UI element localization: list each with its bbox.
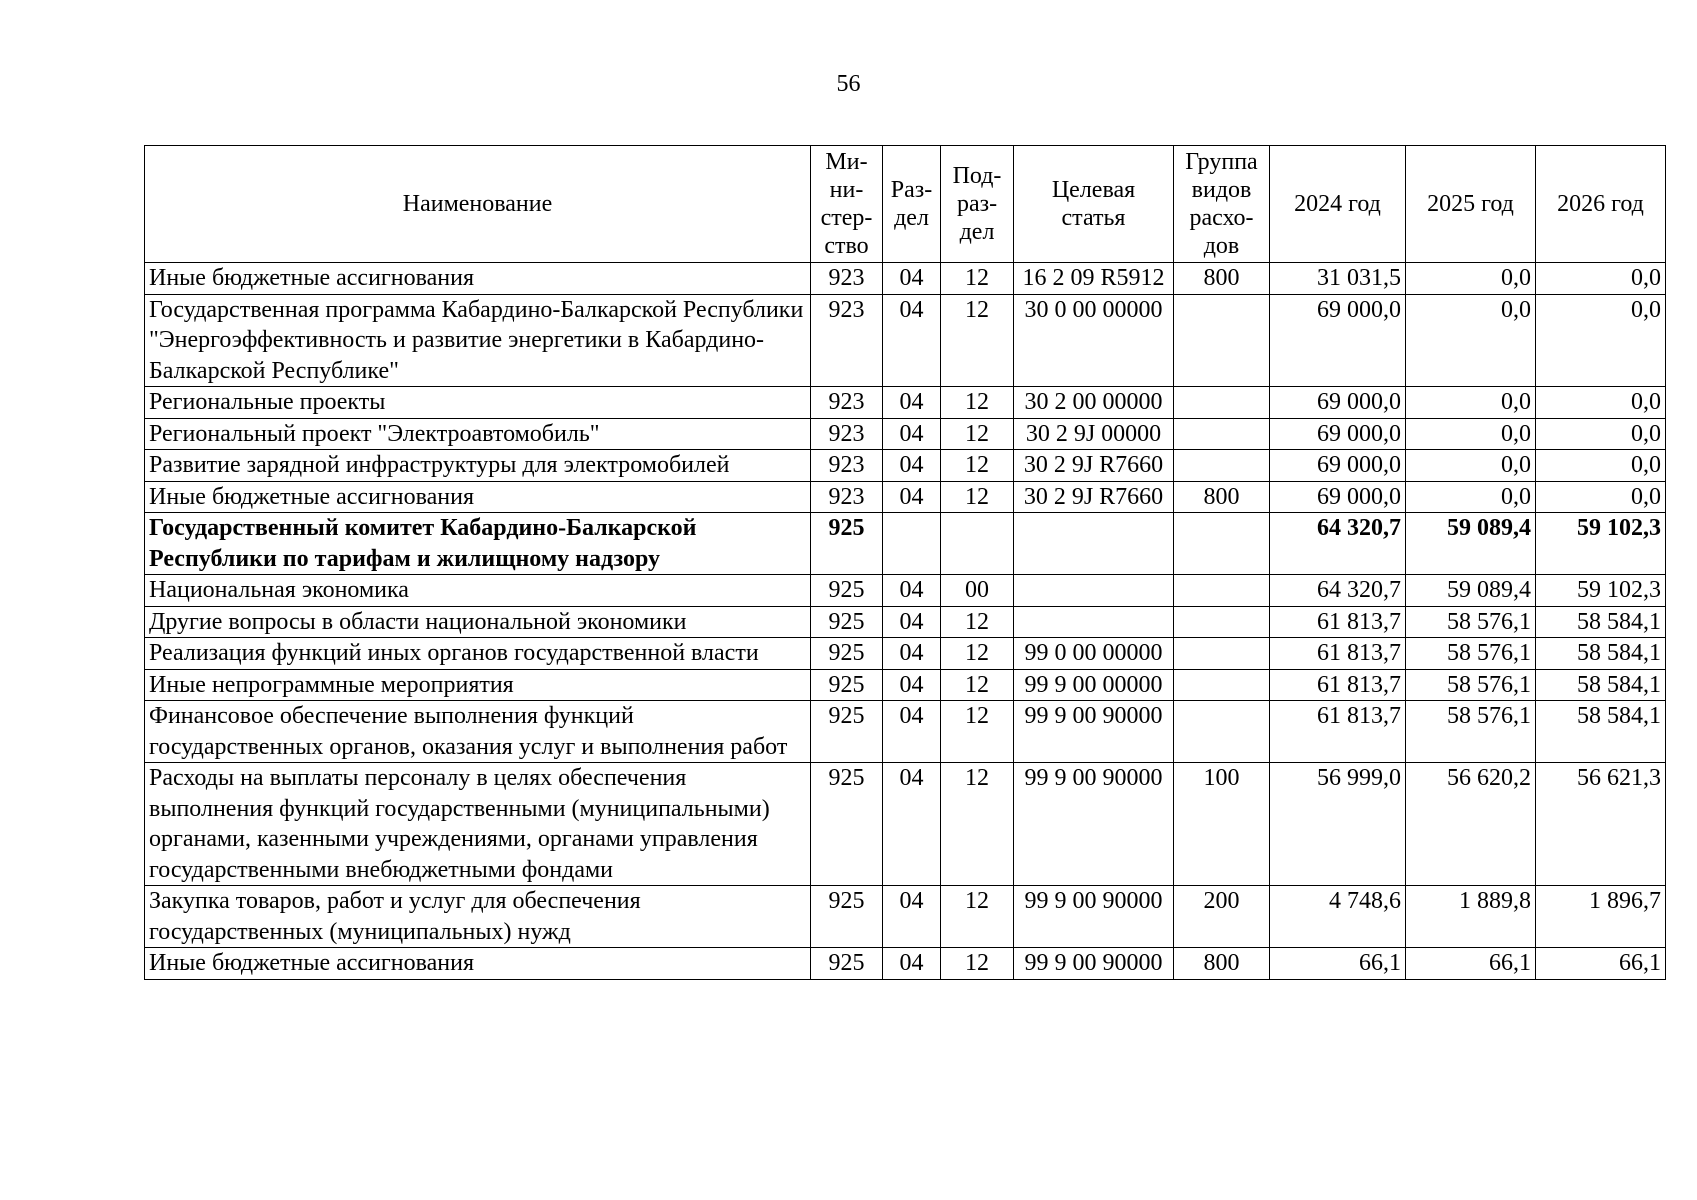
- row-target-article: [1014, 606, 1174, 638]
- row-name: Региональный проект "Электроавтомобиль": [145, 418, 811, 450]
- row-name: Закупка товаров, работ и услуг для обеспечения государственных (муниципальных) нужд: [145, 886, 811, 948]
- header-year-2024: 2024 год: [1270, 146, 1406, 263]
- row-section: [883, 513, 941, 575]
- row-name: Реализация функций иных органов государственной власти: [145, 638, 811, 670]
- row-ministry: 925: [811, 886, 883, 948]
- row-subsection: 12: [941, 669, 1014, 701]
- table-header-row: [145, 146, 1666, 263]
- row-amount-2025: 0,0: [1406, 418, 1536, 450]
- row-amount-2026: 1 896,7: [1536, 886, 1666, 948]
- row-ministry: 923: [811, 418, 883, 450]
- row-name: Национальная экономика: [145, 575, 811, 607]
- row-subsection: 12: [941, 418, 1014, 450]
- row-section: 04: [883, 638, 941, 670]
- row-target-article: [1014, 513, 1174, 575]
- row-amount-2024: 61 813,7: [1270, 638, 1406, 670]
- row-amount-2026: 66,1: [1536, 948, 1666, 980]
- table-row: [145, 606, 1666, 638]
- row-amount-2025: 58 576,1: [1406, 606, 1536, 638]
- row-expense-group: [1174, 575, 1270, 607]
- row-subsection: 12: [941, 263, 1014, 295]
- row-subsection: 12: [941, 948, 1014, 980]
- row-amount-2024: 69 000,0: [1270, 450, 1406, 482]
- row-ministry: 925: [811, 638, 883, 670]
- table-row: [145, 701, 1666, 763]
- row-ministry: 925: [811, 948, 883, 980]
- row-target-article: 99 9 00 90000: [1014, 886, 1174, 948]
- row-amount-2024: 64 320,7: [1270, 575, 1406, 607]
- row-expense-group: 200: [1174, 886, 1270, 948]
- row-expense-group: [1174, 294, 1270, 387]
- row-section: 04: [883, 294, 941, 387]
- row-amount-2026: 58 584,1: [1536, 638, 1666, 670]
- table-row: [145, 886, 1666, 948]
- row-section: 04: [883, 763, 941, 886]
- row-name: Государственный комитет Кабардино-Балкарской Республики по тарифам и жилищному надзору: [145, 513, 811, 575]
- table-row: [145, 575, 1666, 607]
- table-row: [145, 638, 1666, 670]
- row-expense-group: 800: [1174, 263, 1270, 295]
- row-section: 04: [883, 669, 941, 701]
- row-ministry: 925: [811, 606, 883, 638]
- row-subsection: 12: [941, 294, 1014, 387]
- table-row: [145, 418, 1666, 450]
- row-amount-2025: 0,0: [1406, 481, 1536, 513]
- row-ministry: 925: [811, 669, 883, 701]
- row-amount-2024: 69 000,0: [1270, 418, 1406, 450]
- row-ministry: 925: [811, 575, 883, 607]
- row-subsection: 12: [941, 387, 1014, 419]
- row-subsection: 12: [941, 638, 1014, 670]
- row-ministry: 925: [811, 513, 883, 575]
- header-year-2026: 2026 год: [1536, 146, 1666, 263]
- row-amount-2024: 61 813,7: [1270, 669, 1406, 701]
- row-name: Финансовое обеспечение выполнения функций государственных органов, оказания услуг и выполнения работ: [145, 701, 811, 763]
- row-subsection: [941, 513, 1014, 575]
- row-amount-2024: 69 000,0: [1270, 387, 1406, 419]
- row-name: Развитие зарядной инфраструктуры для электромобилей: [145, 450, 811, 482]
- row-amount-2024: 61 813,7: [1270, 701, 1406, 763]
- row-section: 04: [883, 263, 941, 295]
- row-amount-2025: 56 620,2: [1406, 763, 1536, 886]
- row-amount-2024: 69 000,0: [1270, 481, 1406, 513]
- header-target-article: Целевая статья: [1014, 146, 1174, 263]
- row-section: 04: [883, 575, 941, 607]
- row-amount-2026: 58 584,1: [1536, 669, 1666, 701]
- row-amount-2024: 64 320,7: [1270, 513, 1406, 575]
- row-expense-group: [1174, 513, 1270, 575]
- row-expense-group: 800: [1174, 481, 1270, 513]
- row-amount-2025: 0,0: [1406, 387, 1536, 419]
- row-amount-2025: 58 576,1: [1406, 669, 1536, 701]
- row-expense-group: 800: [1174, 948, 1270, 980]
- row-expense-group: [1174, 701, 1270, 763]
- row-amount-2026: 0,0: [1536, 418, 1666, 450]
- row-target-article: 99 0 00 00000: [1014, 638, 1174, 670]
- row-amount-2026: 0,0: [1536, 263, 1666, 295]
- row-section: 04: [883, 481, 941, 513]
- header-ministry: Ми- ни- стер- ство: [811, 146, 883, 263]
- row-expense-group: [1174, 418, 1270, 450]
- row-expense-group: [1174, 387, 1270, 419]
- row-amount-2026: 0,0: [1536, 481, 1666, 513]
- row-ministry: 923: [811, 481, 883, 513]
- table-row: [145, 387, 1666, 419]
- row-section: 04: [883, 606, 941, 638]
- header-name: Наименование: [145, 146, 811, 263]
- row-subsection: 12: [941, 701, 1014, 763]
- row-amount-2024: 66,1: [1270, 948, 1406, 980]
- row-ministry: 923: [811, 294, 883, 387]
- row-ministry: 923: [811, 387, 883, 419]
- row-amount-2024: 61 813,7: [1270, 606, 1406, 638]
- row-amount-2026: 58 584,1: [1536, 701, 1666, 763]
- row-amount-2026: 0,0: [1536, 294, 1666, 387]
- table-row: [145, 263, 1666, 295]
- table-row: [145, 513, 1666, 575]
- row-target-article: 30 2 00 00000: [1014, 387, 1174, 419]
- row-amount-2026: 58 584,1: [1536, 606, 1666, 638]
- row-name: Другие вопросы в области национальной экономики: [145, 606, 811, 638]
- row-ministry: 925: [811, 701, 883, 763]
- row-name: Иные непрограммные мероприятия: [145, 669, 811, 701]
- row-subsection: 12: [941, 481, 1014, 513]
- row-amount-2024: 31 031,5: [1270, 263, 1406, 295]
- row-expense-group: [1174, 669, 1270, 701]
- row-name: Государственная программа Кабардино-Балкарской Республики "Энергоэффективность и развитие энергетики в Кабардино-Балкарской Республике": [145, 294, 811, 387]
- row-section: 04: [883, 948, 941, 980]
- row-name: Региональные проекты: [145, 387, 811, 419]
- row-expense-group: [1174, 606, 1270, 638]
- row-target-article: 99 9 00 90000: [1014, 701, 1174, 763]
- row-target-article: 99 9 00 90000: [1014, 763, 1174, 886]
- table-row: [145, 481, 1666, 513]
- row-target-article: 99 9 00 00000: [1014, 669, 1174, 701]
- row-section: 04: [883, 886, 941, 948]
- row-amount-2024: 4 748,6: [1270, 886, 1406, 948]
- row-target-article: 30 0 00 00000: [1014, 294, 1174, 387]
- row-amount-2025: 58 576,1: [1406, 638, 1536, 670]
- row-section: 04: [883, 387, 941, 419]
- header-subsection: Под- раз- дел: [941, 146, 1014, 263]
- row-target-article: 30 2 9J 00000: [1014, 418, 1174, 450]
- header-expense-group: Группа видов расхо- дов: [1174, 146, 1270, 263]
- row-amount-2025: 0,0: [1406, 450, 1536, 482]
- row-expense-group: 100: [1174, 763, 1270, 886]
- row-amount-2025: 1 889,8: [1406, 886, 1536, 948]
- table-row: [145, 294, 1666, 387]
- row-amount-2026: 56 621,3: [1536, 763, 1666, 886]
- row-subsection: 00: [941, 575, 1014, 607]
- row-name: Иные бюджетные ассигнования: [145, 948, 811, 980]
- row-section: 04: [883, 450, 941, 482]
- row-subsection: 12: [941, 450, 1014, 482]
- row-amount-2025: 58 576,1: [1406, 701, 1536, 763]
- row-name: Расходы на выплаты персоналу в целях обеспечения выполнения функций государственными (муниципальными) органами, казенными учреждениями, органами управления государственными внебюджетными фондами: [145, 763, 811, 886]
- header-year-2025: 2025 год: [1406, 146, 1536, 263]
- page-number: 56: [836, 71, 861, 97]
- row-target-article: 30 2 9J R7660: [1014, 450, 1174, 482]
- row-target-article: 30 2 9J R7660: [1014, 481, 1174, 513]
- row-amount-2024: 69 000,0: [1270, 294, 1406, 387]
- row-amount-2026: 59 102,3: [1536, 513, 1666, 575]
- header-section: Раз- дел: [883, 146, 941, 263]
- row-target-article: [1014, 575, 1174, 607]
- row-amount-2025: 59 089,4: [1406, 513, 1536, 575]
- row-amount-2025: 59 089,4: [1406, 575, 1536, 607]
- row-section: 04: [883, 418, 941, 450]
- row-amount-2025: 0,0: [1406, 294, 1536, 387]
- table-row: [145, 669, 1666, 701]
- row-subsection: 12: [941, 886, 1014, 948]
- row-name: Иные бюджетные ассигнования: [145, 263, 811, 295]
- row-amount-2026: 0,0: [1536, 387, 1666, 419]
- row-amount-2025: 66,1: [1406, 948, 1536, 980]
- row-ministry: 923: [811, 263, 883, 295]
- row-ministry: 923: [811, 450, 883, 482]
- row-amount-2026: 0,0: [1536, 450, 1666, 482]
- row-amount-2025: 0,0: [1406, 263, 1536, 295]
- row-target-article: 99 9 00 90000: [1014, 948, 1174, 980]
- row-name: Иные бюджетные ассигнования: [145, 481, 811, 513]
- row-amount-2024: 56 999,0: [1270, 763, 1406, 886]
- row-ministry: 925: [811, 763, 883, 886]
- table-row: [145, 450, 1666, 482]
- row-subsection: 12: [941, 763, 1014, 886]
- row-expense-group: [1174, 638, 1270, 670]
- budget-table: [144, 145, 1666, 980]
- row-target-article: 16 2 09 R5912: [1014, 263, 1174, 295]
- row-amount-2026: 59 102,3: [1536, 575, 1666, 607]
- table-row: [145, 763, 1666, 886]
- row-expense-group: [1174, 450, 1270, 482]
- row-section: 04: [883, 701, 941, 763]
- row-subsection: 12: [941, 606, 1014, 638]
- table-row: [145, 948, 1666, 980]
